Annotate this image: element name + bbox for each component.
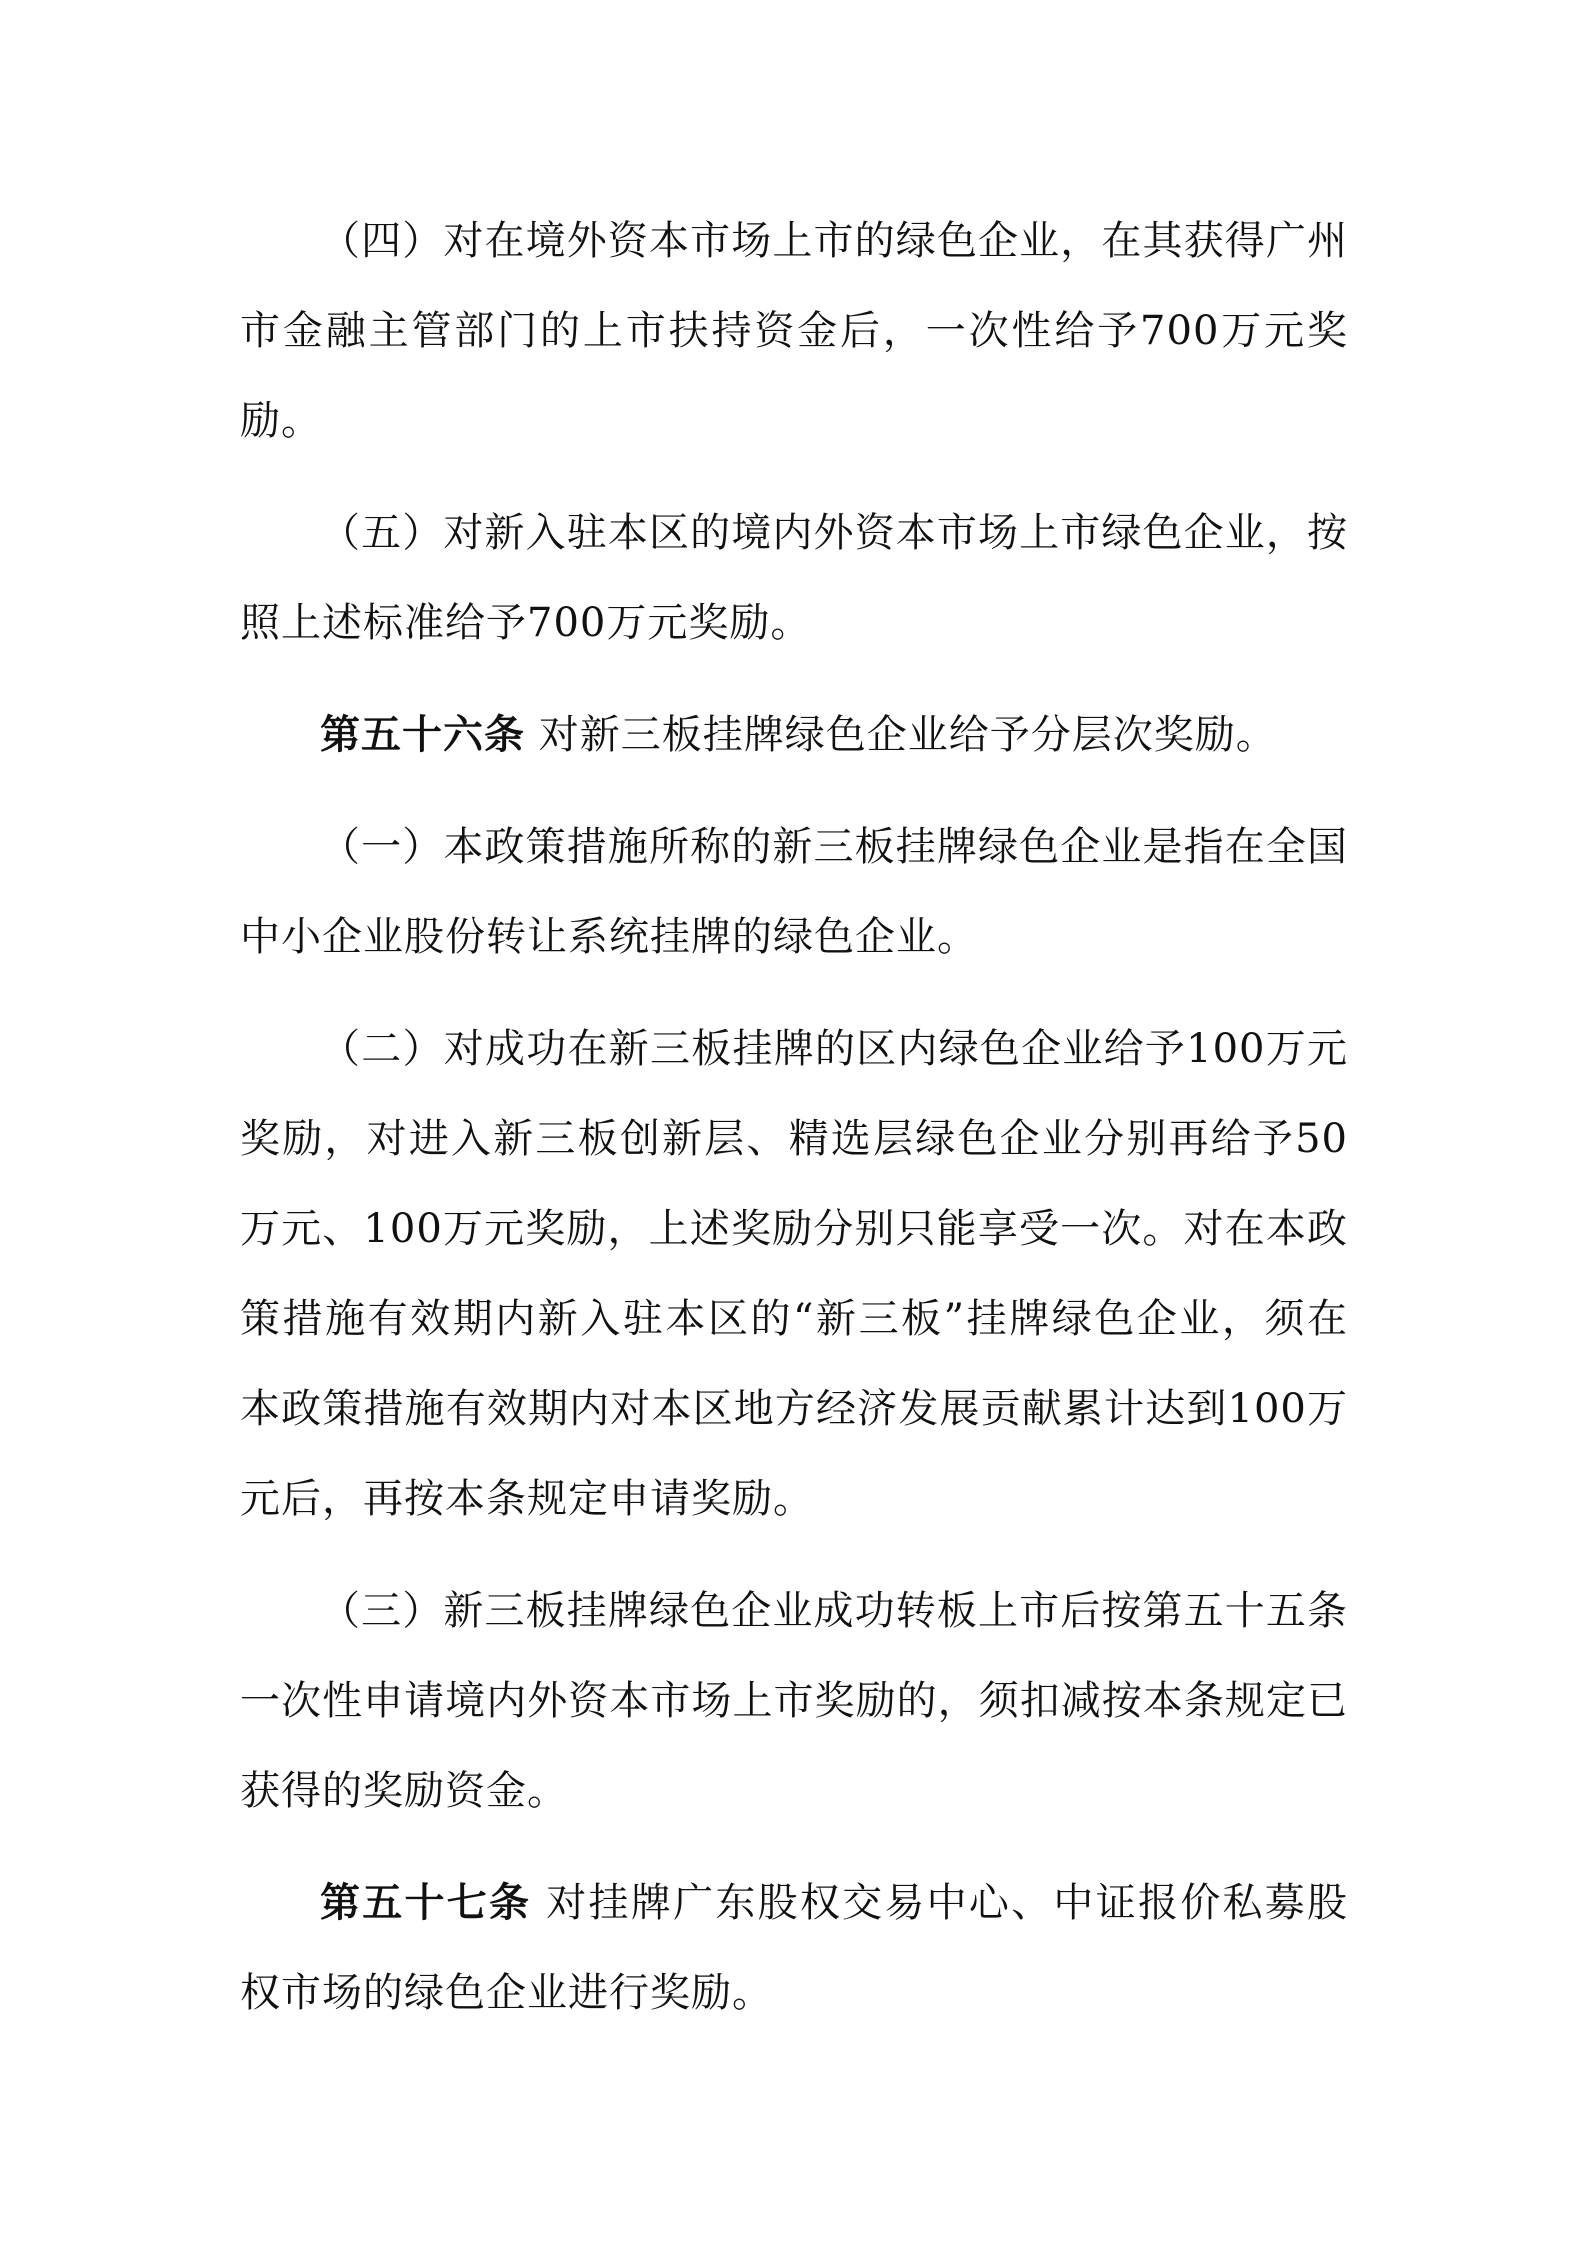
paragraph-item-1-definition [240,802,1348,982]
paragraph-text: （四）对在境外资本市场上市的绿色企业，在其获得广州市金融主管部门的上市扶持资金后，一次性给予700万元奖励。 [240,218,1348,444]
paragraph-text: （五）对新入驻本区的境内外资本市场上市绿色企业，按照上述标准给予700万元奖励。 [240,510,1348,646]
paragraph-text: （一）本政策措施所称的新三板挂牌绿色企业是指在全国中小企业股份转让系统挂牌的绿色企业。 [240,824,1348,960]
paragraph-text: （二）对成功在新三板挂牌的区内绿色企业给予100万元奖励，对进入新三板创新层、精选层绿色企业分别再给予50万元、100万元奖励，上述奖励分别只能享受一次。对在本政策措施有效期内新入驻本区的“新三板”挂牌绿色企业，须在本政策措施有效期内对本区地方经济发展贡献累计达到100万元后，再按本条规定申请奖励。 [240,1026,1348,1522]
article-56 [240,690,1348,780]
document-body [240,196,1348,2038]
paragraph-text: 对挂牌广东股权交易中心、中证报价私募股权市场的绿色企业进行奖励。 [240,1880,1348,2016]
article-number: 第五十七条 [320,1880,532,1926]
paragraph-text: （三）新三板挂牌绿色企业成功转板上市后按第五十五条一次性申请境内外资本市场上市奖励的，须扣减按本条规定已获得的奖励资金。 [240,1588,1348,1814]
paragraph-item-2-rewards [240,1004,1348,1544]
article-number: 第五十六条 [320,712,525,758]
paragraph-text: 对新三板挂牌绿色企业给予分层次奖励。 [525,712,1277,758]
paragraph-item-5-new-entrants [240,488,1348,668]
article-57 [240,1858,1348,2038]
paragraph-item-3-deduction [240,1566,1348,1836]
paragraph-item-4-overseas-listing [240,196,1348,466]
